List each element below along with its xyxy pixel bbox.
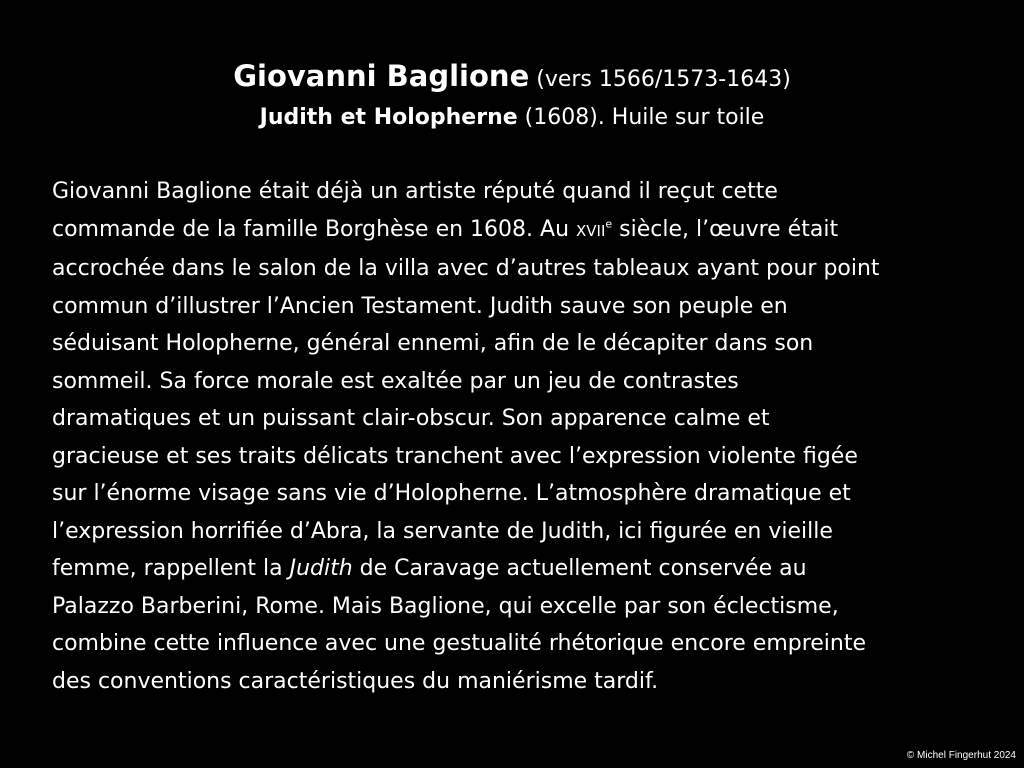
text-line [52,550,988,588]
text-line: dramatiques et un puissant clair-obscur. Son apparence calme et [52,406,770,431]
century-numeral: XVII [576,221,606,240]
text-line: commun d’illustrer l’Ancien Testament. Judith sauve son peuple en [52,293,788,319]
work-details: (1608). Huile sur toile [517,105,765,130]
text-line: gracieuse et ses traits délicats tranchent avec l’expression violente figée [52,443,858,469]
text-line: sur l’énorme visage sans vie d’Holopherne. L’atmosphère dramatique et [52,481,851,506]
century-superscript: e [605,217,613,231]
text-line: l’expression horrifiée d’Abra, la servante de Judith, ici figurée en vieille [52,518,833,544]
slide-header [0,56,1024,136]
text-segment: commande de la famille Borghèse en 1608. Au [52,216,577,242]
italic-work-title: Judith [289,556,353,581]
text-line [52,211,988,251]
text-line: sommeil. Sa force morale est exaltée par un jeu de contrastes [52,368,739,394]
text-line: Palazzo Barberini, Rome. Mais Baglione, qui excelle par son éclectisme, [52,593,839,619]
text-line: des conventions caractéristiques du maniérisme tardif. [52,668,659,694]
artist-name: Giovanni Baglione [233,59,530,93]
text-line: accrochée dans le salon de la villa avec d’autres tableaux ayant pour point [52,256,880,281]
text-line: Giovanni Baglione était déjà un artiste réputé quand il reçut cette [52,179,778,204]
work-line [0,100,1024,136]
text-segment: femme, rappellent la [52,556,290,581]
copyright-notice: © Michel Fingerhut 2024 [906,750,1016,761]
text-line: combine cette influence avec une gestualité rhétorique encore empreinte [52,631,867,656]
text-segment: de Caravage actuellement conservée au [352,556,807,581]
work-title: Judith et Holopherne [259,105,518,130]
title-line [0,56,1024,100]
artist-dates: (vers 1566/1573-1643) [529,67,791,92]
text-segment: siècle, l’œuvre était [612,216,839,242]
text-line: séduisant Holopherne, général ennemi, afin de le décapiter dans son [52,331,814,356]
description-text [52,173,988,700]
